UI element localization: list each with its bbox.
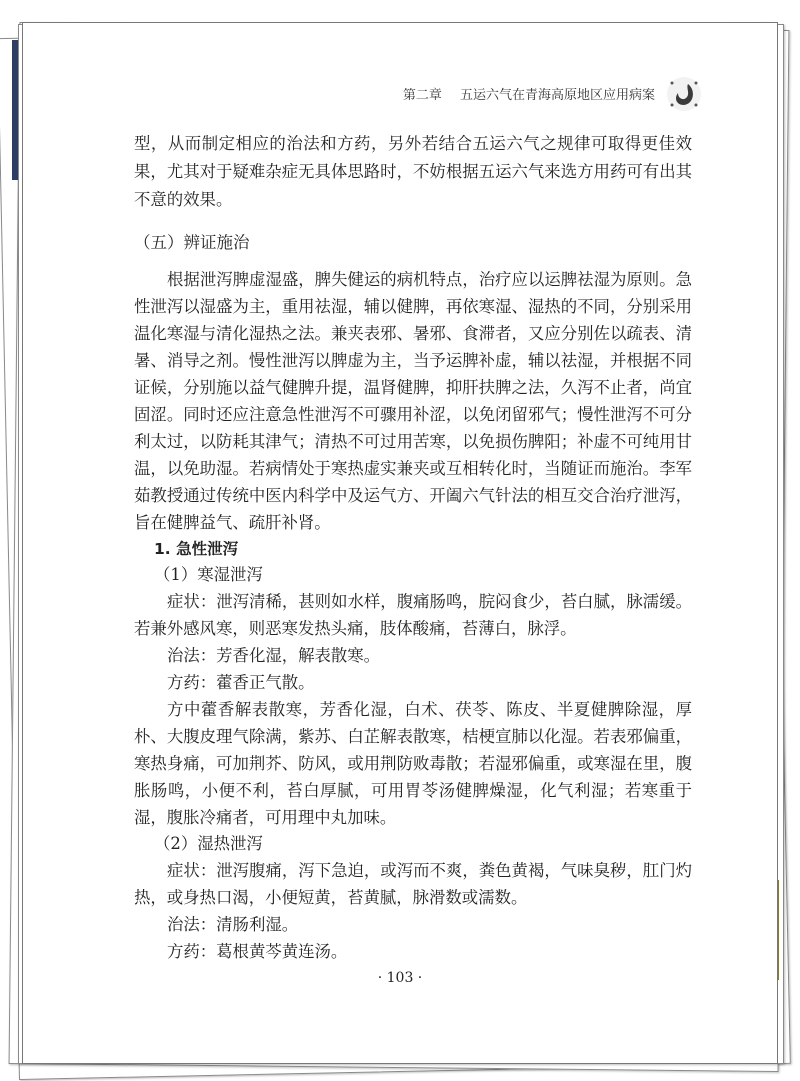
formula: 方药：葛根黄芩黄连汤。 [167,942,348,961]
text-line: 若兼外感风寒，则恶寒发热头痛，肢体酸痛，苔薄白，脉浮。 [134,619,577,638]
chapter-emblem-icon [666,76,702,112]
text-line: 利太过，以防耗其津气；清热不可过用苦寒，以免损伤脾阳；补虚不可纯用甘 [134,432,692,451]
text-line: 证候，分别施以益气健脾升提，温肾健脾，抑肝扶脾之法，久泻不止者，尚宜 [134,378,692,397]
text-line: 症状：泄泻腹痛，泻下急迫，或泻而不爽，粪色黄褐，气味臭秽，肛门灼 [167,861,692,880]
formula: 方药：藿香正气散。 [167,673,315,692]
page-body [134,130,692,965]
text-line: 果，尤其对于疑难杂症无具体思路时，不妨根据五运六气来选方用药可有出其 [134,162,692,181]
intro-paragraph [134,130,692,214]
type-heading: （2）湿热泄泻 [154,834,263,853]
text-line: 方中藿香解表散寒，芳香化湿，白术、茯苓、陈皮、半夏健脾除湿，厚 [167,700,692,719]
text-line: 型，从而制定相应的治法和方药，另外若结合五运六气之规律可取得更佳效 [134,134,692,153]
book-cover-edge [12,40,18,180]
section-paragraph [134,266,692,536]
text-line: 胀肠鸣，小便不利，苔白厚腻，可用胃苓汤健脾燥湿，化气利湿；若寒重于 [134,781,692,800]
treatment-method: 治法：清肠利湿。 [167,915,299,934]
text-line: 固涩。同时还应注意急性泄泻不可骤用补涩，以免闭留邪气；慢性泄泻不可分 [134,405,692,424]
text-line: 湿，腹胀冷痛者，可用理中丸加味。 [134,808,397,827]
type-heading: （1）寒湿泄泻 [154,565,263,584]
text-line: 不意的效果。 [134,190,233,209]
text-line: 温，以免助湿。若病情处于寒热虚实兼夹或互相转化时，当随证而施治。李军 [134,459,692,478]
text-line: 热，或身热口渴，小便短黄，苔黄腻，脉滑数或濡数。 [134,888,528,907]
running-header [389,84,655,103]
text-line: 寒热身痛，可加荆芥、防风，或用荆防败毒散；若湿邪偏重，或寒湿在里，腹 [134,754,692,773]
text-line: 根据泄泻脾虚湿盛，脾失健运的病机特点，治疗应以运脾祛湿为原则。急 [167,270,692,289]
chapter-title: 五运六气在青海高原地区应用病案 [459,88,655,103]
page-number: · 103 · [377,970,423,986]
text-line: 茹教授通过传统中医内科学中及运气方、开阖六气针法的相互交合治疗泄泻， [134,486,692,505]
chapter-number: 第二章 [402,88,442,103]
text-line: 性泄泻以湿盛为主，重用祛湿，辅以健脾，再依寒湿、湿热的不同，分别采用 [134,297,692,316]
subsection-heading: 1. 急性泄泻 [154,540,239,558]
text-line: 旨在健脾益气、疏肝补肾。 [134,513,331,532]
text-line: 温化寒湿与清化湿热之法。兼夹表邪、暑邪、食滞者，又应分别佐以疏表、清 [134,324,692,343]
text-line: 暑、消导之剂。慢性泄泻以脾虚为主，当予运脾补虚，辅以祛湿，并根据不同 [134,351,692,370]
text-line: 症状：泄泻清稀，甚则如水样，腹痛肠鸣，脘闷食少，苔白腻，脉濡缓。 [167,592,692,611]
text-line: 朴、大腹皮理气除满，紫苏、白芷解表散寒，桔梗宣肺以化湿。若表邪偏重， [134,727,692,746]
section-heading: （五）辨证施治 [134,233,250,252]
treatment-method: 治法：芳香化湿，解表散寒。 [167,646,381,665]
